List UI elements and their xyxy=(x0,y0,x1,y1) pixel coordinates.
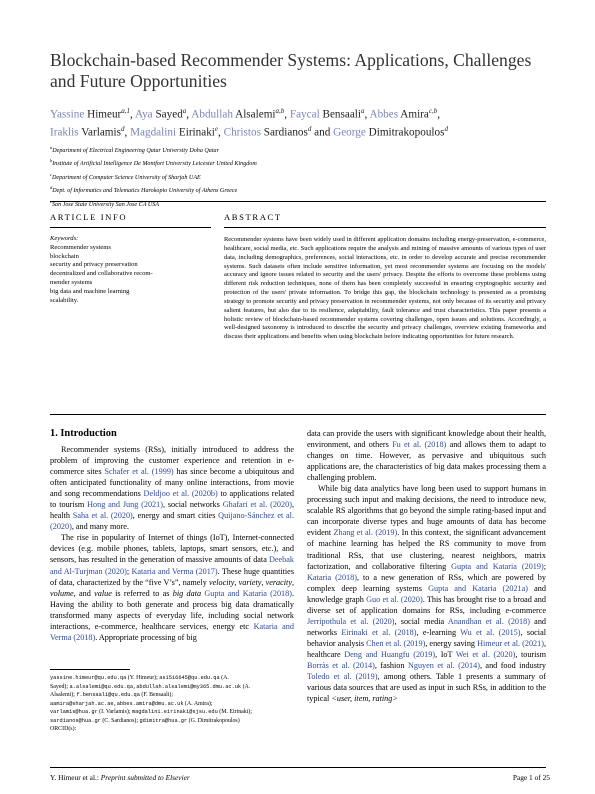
citation-link[interactable]: Nguyen et al. (2014) xyxy=(407,660,480,670)
citation-link[interactable]: Fu et al. (2018) xyxy=(392,440,447,450)
paragraph: The rise in popularity of Internet of things (IoT), Internet-connected devices (e.g. mobile phones, tablets, laptops, smart sensors, etc.), and sensors, has resulted in the generation of massive amounts of data Deebak and Al-Turjman (2020); Kataria and Verma (2017). These huge quantities of data, characterized by the “five V’s”, namely velocity, variety, veracity, volume, and value is referred to as big data Gupta and Kataria (2018). Having the ability to both generate and process big data dramatically transformed many aspects of everyday life, including social network interactions, e-commerce, healthcare services, energy etc Kataria and Verma (2018). Appropriate processing of big xyxy=(50,533,295,642)
affiliation-line: $^b$Institute of Artificial Intelligence De Montfort University Leicester United Kingdom xyxy=(50,158,257,168)
email-link[interactable]: aamira@sharjah.ac.ae,abbes.amira@dmu.ac.uk xyxy=(50,700,184,707)
affiliation-line: $^a$Department of Electrical Engineering Qatar University Doha Qatar xyxy=(50,145,219,155)
emphasis: big data xyxy=(172,588,202,598)
right-column xyxy=(307,428,546,704)
footer-divider xyxy=(50,767,546,768)
abstract-divider xyxy=(224,227,546,228)
email-link[interactable]: sardianos@hua.gr xyxy=(50,717,101,724)
keywords-label: Keywords: xyxy=(50,235,79,242)
keyword: blockchain xyxy=(50,252,79,260)
citation-link[interactable]: Jerripothula et al. (2020) xyxy=(307,616,395,626)
emphasis: <user, item, rating> xyxy=(331,694,398,704)
affiliation-line: $^d$Dept. of Informatics and Telematics Harokopio University of Athens Greece xyxy=(50,185,238,195)
section-heading: 1. Introduction xyxy=(50,428,117,439)
paragraph: data can provide the users with significant knowledge about their health, environment, and others Fu et al. (2018) and allows them to adapt to changes on time. However, as pervasive and ubiquitous such applications are, the characteristics of big data makes processing them a challenging problem. xyxy=(307,429,547,483)
citation-link[interactable]: Toledo et al. (2019) xyxy=(307,672,378,682)
keyword: big data and machine learning xyxy=(50,287,130,295)
citation-link[interactable]: Deebak and Al-Turjman (2020) xyxy=(50,555,294,576)
footnote-line: ORCID(s): xyxy=(50,726,77,733)
footnote-line: aamira@sharjah.ac.ae,abbes.amira@dmu.ac.uk (A. Amira); xyxy=(50,700,213,707)
abstract-text: Recommender systems have been widely used in different application domains including energy-preservation, e-commerce, healthcare, social media, etc. Such applications require the analysis and mining of massive amounts of various types of user data, including demographics, preferences, social interactions, etc. in order to develop accurate and precise recommender systems. Such datasets often include sensitive information, yet most recommender systems are focusing on the models' accuracy and ignore issues related to security and the users' privacy. Despite the efforts to overcome these problems using different risk reduction techniques, none of them has been completely successful in ensuring cryptographic security and protection of the users' private information. To bridge this gap, the blockchain technology is presented as a promising strategy to promote security and privacy preservation in recommender systems, not only because of its security and privacy salient features, but also due to its resilience, adaptability, fault tolerance and trust characteristics. This paper presents a holistic review of blockchain-based recommender systems covering challenges, open issues and solutions. Accordingly, a well-designed taxonomy is introduced to describe the security and privacy challenges, overview existing frameworks and discuss their applications and benefits when using blockchain before indicating opportunities for future research. xyxy=(224,236,546,341)
emphasis: veracity xyxy=(265,577,292,587)
emphasis: value xyxy=(94,588,112,598)
citation-link[interactable]: Gupta and Kataria (2018) xyxy=(204,588,292,598)
footnote-line: sardianos@hua.gr (C. Sardianos); gdimitra@hua.gr (G. Dimitrakopoulos) xyxy=(50,717,240,724)
keyword: decentralized and collaborative recom- xyxy=(50,270,153,278)
footnote-line: varlamis@hua.gr (I. Varlamis); magdalini.eirinaki@sjsu.edu (M. Eirinaki); xyxy=(50,709,252,716)
keywords-block xyxy=(50,235,210,305)
footnote-line: Sayed); a.alsalemi@qu.edu.qa,abdullah.alsalemi@my365.dmu.ac.uk (A. xyxy=(50,683,251,690)
page-number: Page 1 of 25 xyxy=(512,773,550,782)
keyword: mender systems xyxy=(50,278,93,286)
paragraph: Recommender systems (RSs), initially introduced to address the problem of improving the customer experience and retention in e-commerce sites Schafer et al. (1999) has since become a ubiquitous and often anticipated functionality of many online interactions, from movie and song recommendations Deldjoo et al. (2020b) to applications related to tourism Hong and Jung (2021), social networks Ghafari et al. (2020), health Saha et al. (2020), energy and smart cities Quijano-Sánchez et al. (2020), and many more. xyxy=(50,445,295,532)
citation-link[interactable]: Wu et al. (2015) xyxy=(460,627,521,637)
author-list: Yassine Himeur$^{a,1}$, Aya Sayed$^a$, Abdullah Alsalemi$^{a,b}$, Faycal Bensaali$^a$, Abbes Amira$^{c,b}$, Iraklis Varlamis$^d$, Magdalini Eirinaki$^e$, Christos Sardianos$^d$ and George Dimitrakopoulos$^d$ xyxy=(50,107,448,139)
citation-link[interactable]: Deldjoo et al. (2020b) xyxy=(143,489,218,499)
citation-link[interactable]: Kataria and Verma (2017) xyxy=(131,566,218,576)
citation-link[interactable]: Chen et al. (2019) xyxy=(366,638,426,648)
footnotes xyxy=(50,674,300,734)
emphasis: velocity xyxy=(208,577,235,587)
citation-link[interactable]: Gupta and Kataria (2021a) xyxy=(428,583,528,593)
citation-link[interactable]: Gupta and Kataria (2019) xyxy=(451,561,544,571)
keyword: scalability. xyxy=(50,296,79,304)
left-column xyxy=(50,444,294,643)
emphasis: volume xyxy=(50,588,74,598)
keyword: Recommender systems xyxy=(50,243,111,251)
citation-link[interactable]: Guo et al. (2020) xyxy=(366,594,423,604)
abstract-heading: ABSTRACT xyxy=(224,212,282,222)
footnote-divider xyxy=(50,669,130,670)
citation-link[interactable]: Zhang et al. (2019) xyxy=(333,528,398,538)
citation-link[interactable]: Ghafari et al. (2020) xyxy=(222,500,292,510)
footnote-line: Alsalemi); f.bensaali@qu.edu.qa (F. Bensaali); xyxy=(50,692,173,699)
abstract-bottom-divider xyxy=(50,414,546,415)
citation-link[interactable]: Borràs et al. (2014) xyxy=(307,660,375,670)
citation-link[interactable]: Saha et al. (2020) xyxy=(72,511,133,521)
citation-link[interactable]: Schafer et al. (1999) xyxy=(104,467,174,477)
footer-note: Preprint submitted to Elsevier xyxy=(100,773,190,782)
citation-link[interactable]: Hong and Jung (2021) xyxy=(87,500,163,510)
footer-author: Y. Himeur et al.: xyxy=(50,773,99,782)
page-footer xyxy=(50,773,550,782)
keyword: security and privacy preservation xyxy=(50,261,138,269)
email-link[interactable]: as1516645@qu.edu.qa xyxy=(159,675,220,681)
citation-link[interactable]: Kataria and Verma (2018) xyxy=(50,621,294,642)
email-link[interactable]: yassine.himeur@qu.edu.qa xyxy=(50,675,127,681)
citation-link[interactable]: Eirinaki et al. (2018) xyxy=(341,627,417,637)
email-link[interactable]: varlamis@hua.gr xyxy=(50,709,98,716)
article-info-heading: ARTICLE INFO xyxy=(50,212,128,222)
keywords-list xyxy=(50,244,210,306)
citation-link[interactable]: Deng and Huangfu (2019) xyxy=(344,649,436,659)
citation-link[interactable]: Anandhan et al. (2018) xyxy=(447,616,530,626)
article-info-divider xyxy=(50,227,211,228)
citation-link[interactable]: Quijano-Sánchez et al. (2020) xyxy=(50,511,294,532)
citation-link[interactable]: Himeur et al. (2021) xyxy=(477,638,544,648)
citation-link[interactable]: Wei et al. (2020) xyxy=(455,649,516,659)
citation-link[interactable]: Kataria (2018) xyxy=(307,572,357,582)
email-link[interactable]: f.bensaali@qu.edu.qa xyxy=(76,692,140,699)
email-link[interactable]: gdimitra@hua.gr xyxy=(139,717,188,724)
paper-title: Blockchain-based Recommender Systems: Applications, Challenges and Future Opportunities xyxy=(50,50,532,91)
paragraph: While big data analytics have long been used to support humans in processing such input and making decisions, the need to introduce new, scalable RS algorithms that go beyond the simple rating-based input and can incorporate diverse types and huge amounts of data has become evident Zhang et al. (2019). In this context, the significant advancement of machine learning has helped the RS community to move from traditional RSs, that use clustering, nearest neighbors, matrix factorization, and collaborative filtering Gupta and Kataria (2019); Kataria (2018), to a new generation of RSs, which are powered by complex deep learning systems Gupta and Kataria (2021a) and knowledge graph Guo et al. (2020). This has brought rise to a broad and diverse set of application domains for RSs, including e-commerce Jerripothula et al. (2020), social media Anandhan et al. (2018) and networks Eirinaki et al. (2018), e-learning Wu et al. (2015), social behavior analysis Chen et al. (2019), energy saving Himeur et al. (2021), healthcare Deng and Huangfu (2019), IoT Wei et al. (2020), tourism Borràs et al. (2014), fashion Nguyen et al. (2014), and food industry Toledo et al. (2019), among others. Table 1 presents a summary of various data sources that are used as input in such RSs, in addition to the typical <user, item, rating> xyxy=(307,484,547,704)
affiliation-line: $^e$San Jose State University San Jose CA USA xyxy=(50,198,160,208)
email-link[interactable]: magdalini.eirinaki@sjsu.edu xyxy=(131,709,218,716)
emphasis: variety xyxy=(238,577,262,587)
affiliation-line: $^c$Department of Computer Science University of Sharjah UAE xyxy=(50,171,201,181)
email-link[interactable]: a.alsalemi@qu.edu.qa,abdullah.alsalemi@my365.dmu.ac.uk xyxy=(69,683,242,690)
header-divider xyxy=(50,201,546,202)
footnote-line: yassine.himeur@qu.edu.qa (Y. Himeur); as1516645@qu.edu.qa (A. xyxy=(50,675,229,681)
